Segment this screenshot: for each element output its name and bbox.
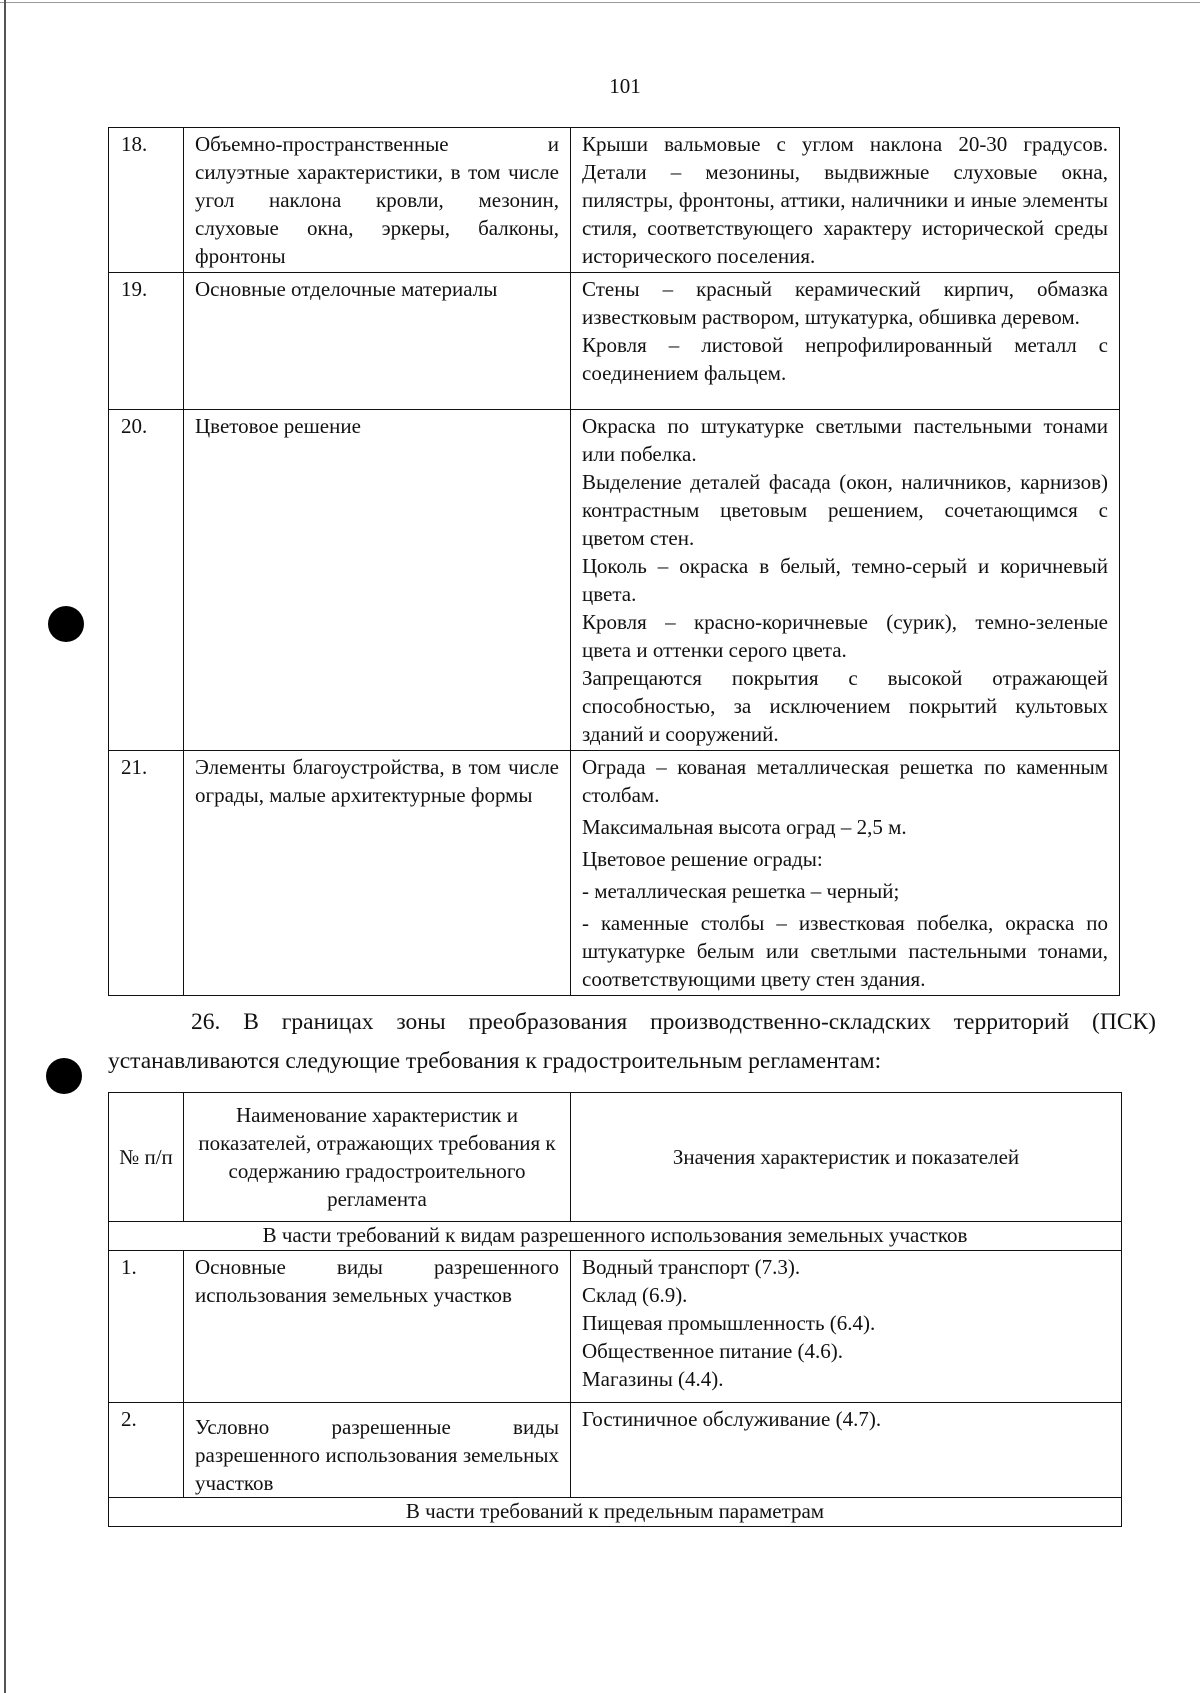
punch-hole-mark xyxy=(48,606,84,642)
section-heading-row xyxy=(109,1498,1122,1527)
value-text: Запрещаются покрытия с высокой отражающей способностью, за исключением покрытий культовых зданий и сооружений. xyxy=(582,666,1108,746)
page-number: 101 xyxy=(609,74,641,98)
value-text: Кровля – красно-коричневые (сурик), темно-зеленые цвета и оттенки серого цвета. xyxy=(582,610,1108,662)
page-left-edge xyxy=(4,0,6,1693)
characteristic-name: Объемно-пространственные и силуэтные характеристики, в том числе угол наклона кровли, мезонин, слуховые окна, эркеры, балконы, фронтоны xyxy=(184,128,571,273)
row-number: 1. xyxy=(109,1251,184,1403)
paragraph-text: 26. В границах зоны преобразования производственно-складских территорий (ПСК) устанавливаются следующие требования к градостроительным регламентам: xyxy=(108,1009,1156,1074)
value-text: Выделение деталей фасада (окон, наличников, карнизов) контрастным цветовым решением, сочетающимся с цветом стен. xyxy=(582,470,1108,550)
value-text: Цоколь – окраска в белый, темно-серый и коричневый цвета. xyxy=(582,554,1108,606)
punch-hole-mark xyxy=(46,1058,82,1094)
table-row xyxy=(109,751,1120,996)
row-number: 2. xyxy=(109,1403,184,1498)
value-text: Максимальная высота оград – 2,5 м. xyxy=(582,815,907,839)
requirements-table-continued xyxy=(108,127,1120,996)
section-paragraph xyxy=(108,1003,1156,1081)
characteristic-name: Основные виды разрешенного использования земельных участков xyxy=(184,1251,571,1403)
value-text: Окраска по штукатурке светлыми пастельными тонами или побелка. xyxy=(582,414,1108,466)
row-number: 18. xyxy=(109,128,184,273)
characteristic-name: Условно разрешенные виды разрешенного использования земельных участков xyxy=(184,1403,571,1498)
header-characteristic-name: Наименование характеристик и показателей, отражающих требования к содержанию градостроительного регламента xyxy=(184,1093,571,1222)
value-text: Общественное питание (4.6). xyxy=(582,1339,844,1363)
section-heading: В части требований к видам разрешенного использования земельных участков xyxy=(109,1222,1122,1251)
value-text: Крыши вальмовые с углом наклона 20-30 градусов. Детали – мезонины, выдвижные слуховые окна, пилястры, фронтоны, аттики, наличники и иные элементы стиля, соответствующего характеру исторической среды исторического поселения. xyxy=(582,132,1108,268)
value-text: Кровля – листовой непрофилированный металл с соединением фальцем. xyxy=(582,333,1108,385)
table-header-row xyxy=(109,1093,1122,1222)
value-text: Склад (6.9). xyxy=(582,1283,688,1307)
row-number: 21. xyxy=(109,751,184,996)
value-text: Пищевая промышленность (6.4). xyxy=(582,1311,876,1335)
value-text: Гостиничное обслуживание (4.7). xyxy=(582,1407,882,1431)
page-top-edge xyxy=(0,2,1200,3)
characteristic-name: Основные отделочные материалы xyxy=(184,273,571,410)
characteristic-value xyxy=(571,128,1120,273)
table-row xyxy=(109,410,1120,751)
header-characteristic-value: Значения характеристик и показателей xyxy=(571,1093,1122,1222)
value-text: Ограда – кованая металлическая решетка по каменным столбам. xyxy=(582,755,1108,807)
psk-requirements-table xyxy=(108,1092,1122,1527)
value-text: - металлическая решетка – черный; xyxy=(582,879,900,903)
table-row xyxy=(109,1403,1122,1498)
table-row xyxy=(109,273,1120,410)
characteristic-value xyxy=(571,410,1120,751)
characteristic-value xyxy=(571,273,1120,410)
characteristic-name: Элементы благоустройства, в том числе ограды, малые архитектурные формы xyxy=(184,751,571,996)
value-text: - каменные столбы – известковая побелка, окраска по штукатурке белым или светлыми пастельными тонами, соответствующими цвету стен здания. xyxy=(582,911,1108,991)
section-heading: В части требований к предельным параметрам xyxy=(109,1498,1122,1527)
characteristic-value xyxy=(571,751,1120,996)
row-number: 19. xyxy=(109,273,184,410)
characteristic-value xyxy=(571,1403,1122,1498)
characteristic-value xyxy=(571,1251,1122,1403)
value-text: Магазины (4.4). xyxy=(582,1367,724,1391)
row-number: 20. xyxy=(109,410,184,751)
section-heading-row xyxy=(109,1222,1122,1251)
characteristic-name: Цветовое решение xyxy=(184,410,571,751)
value-text: Цветовое решение ограды: xyxy=(582,847,823,871)
table-row xyxy=(109,1251,1122,1403)
header-number: № п/п xyxy=(109,1093,184,1222)
value-text: Водный транспорт (7.3). xyxy=(582,1255,801,1279)
value-text: Стены – красный керамический кирпич, обмазка известковым раствором, штукатурка, обшивка деревом. xyxy=(582,277,1108,329)
table-row xyxy=(109,128,1120,273)
